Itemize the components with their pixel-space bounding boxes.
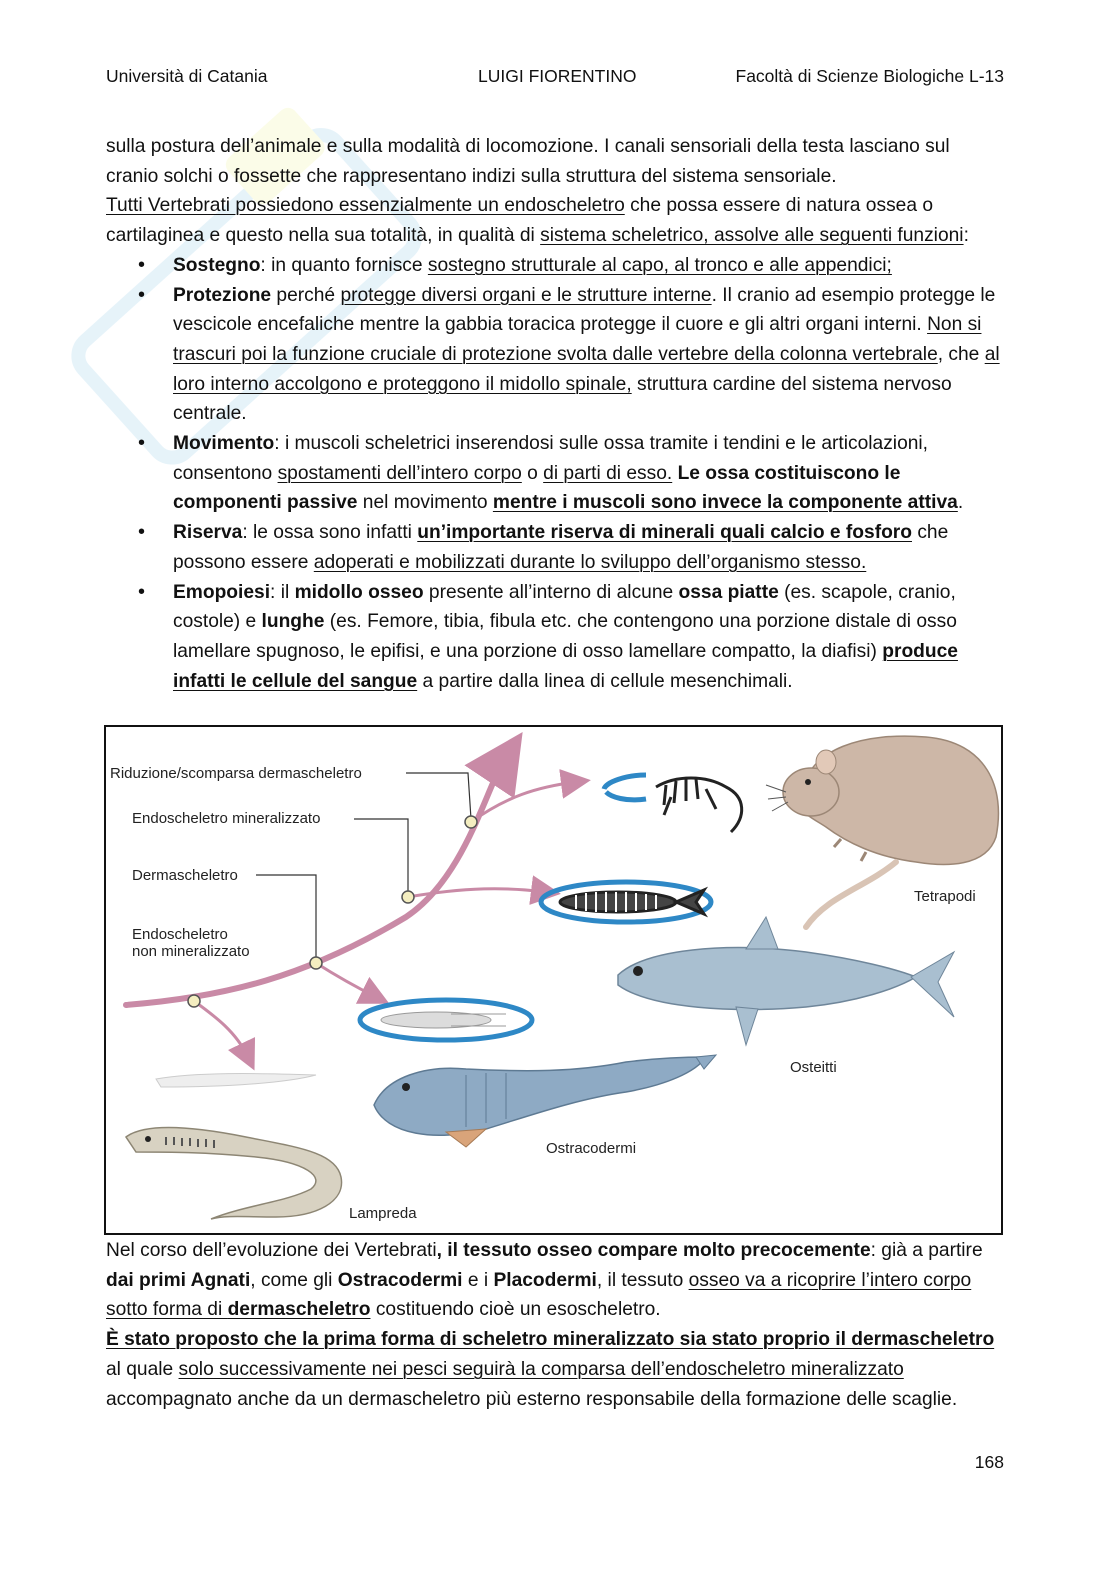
notochord-icon xyxy=(381,1012,506,1028)
larva-illustration xyxy=(156,1074,316,1087)
bold-text: Placodermi xyxy=(493,1269,597,1291)
underline-text: osseo va a ricoprire l’intero corpo sotto forma di xyxy=(106,1269,972,1321)
fish-skeleton-icon xyxy=(560,890,704,914)
label-dermascheletro: Dermascheletro xyxy=(132,867,238,884)
header-author: LUIGI FIORENTINO xyxy=(478,66,637,86)
paragraph-endoskeleton xyxy=(106,191,1004,250)
list-item-emopoiesi xyxy=(106,578,1004,697)
list-item-riserva xyxy=(106,518,1004,577)
bony-fish-illustration xyxy=(618,917,954,1045)
label-riduzione: Riduzione/scomparsa dermascheletro xyxy=(110,765,362,782)
ostracoderm-eye xyxy=(402,1083,410,1091)
label-tetrapodi: Tetrapodi xyxy=(914,888,976,905)
skeleton-evolution-figure xyxy=(104,725,1003,1235)
label-leader-lines xyxy=(256,773,471,959)
text-run: : in quanto fornisce xyxy=(260,254,428,276)
label-lampreda: Lampreda xyxy=(349,1205,417,1222)
phylogeny-branches xyxy=(126,757,576,1057)
label-ostracodermi: Ostracodermi xyxy=(546,1140,637,1157)
text-run: . xyxy=(957,492,964,514)
rodent-eye xyxy=(805,779,811,785)
text-run: (es. scapole, cranio, costole) e xyxy=(173,581,956,633)
text-run: al quale xyxy=(106,1358,179,1380)
text-run: : il xyxy=(270,581,295,603)
node-dermascheletro xyxy=(310,957,322,969)
text-run: che possono essere xyxy=(173,522,949,573)
node-riduzione xyxy=(465,816,477,828)
leader-dermascheletro xyxy=(256,875,316,959)
header-faculty: Facoltà di Scienze Biologiche L-13 xyxy=(735,66,1004,86)
page-header xyxy=(106,66,1004,94)
label-osteitti: Osteitti xyxy=(790,1059,837,1076)
branch-lamprey xyxy=(194,1001,248,1057)
ring xyxy=(604,775,646,800)
rodent-head xyxy=(783,768,839,816)
bold-underline-text: dermascheletro xyxy=(227,1299,371,1321)
node-endo-mineralizzato xyxy=(402,891,414,903)
underline-text: Non si trascuri poi la funzione cruciale di protezione svolta dalle vertebre della colonna vertebrale xyxy=(173,314,982,365)
header-university: Università di Catania xyxy=(106,66,268,86)
paragraph-locomotion: sulla postura dell’animale e sulla modalità di locomozione. I canali sensoriali della testa lasciano sul cranio solchi o fossette che rappresentano indizi sulla struttura del sistema sensoriale. xyxy=(106,136,950,187)
fish-body xyxy=(618,948,916,1010)
bold-text: Le ossa costituiscono le componenti passive xyxy=(173,462,901,514)
text-run: a partire dalla linea di cellule mesenchimali. xyxy=(417,670,793,692)
text-run: o xyxy=(521,462,544,484)
leader-riduzione xyxy=(406,773,471,819)
leader-endo-min xyxy=(354,819,408,895)
ostracoderm-body xyxy=(374,1057,706,1135)
text-run: perché xyxy=(271,284,341,306)
term: Riserva xyxy=(173,522,243,544)
underline-text: adoperati e mobilizzati durante lo sviluppo dell’organismo stesso. xyxy=(313,551,867,573)
ostracoderm-tail xyxy=(696,1055,716,1069)
skeleton-body xyxy=(560,892,676,912)
icon-tetrapod-skeleton xyxy=(604,775,646,800)
text-run: . Il cranio ad esempio protegge le vescicole encefaliche mentre la gabbia toracica protegge il cuore e gli altri organi interni. xyxy=(173,284,996,336)
text-run: presente all’interno di alcune xyxy=(423,581,679,603)
tetrapod-skeleton-icon xyxy=(656,778,742,832)
text-run: Nel corso dell’evoluzione dei Vertebrati xyxy=(106,1240,437,1261)
underline-text: spostamenti dell’intero corpo xyxy=(277,462,522,484)
fish-tail xyxy=(911,952,954,1017)
ostracoderm-fin xyxy=(446,1129,486,1147)
fish-dorsal-fin xyxy=(746,917,778,949)
underline-text: solo successivamente nei pesci seguirà la comparsa dell’endoscheletro mineralizzato xyxy=(178,1358,904,1380)
node-endoscheletro xyxy=(188,995,200,1007)
list-item-protezione xyxy=(106,281,1004,430)
lamprey-body xyxy=(126,1128,342,1219)
functions-list xyxy=(106,251,1004,697)
text-run: nel movimento xyxy=(357,492,493,514)
list-item-sostegno xyxy=(106,251,1004,281)
label-endoscheletro-mineralizzato: Endoscheletro mineralizzato xyxy=(132,810,321,827)
paragraph-bone-tissue xyxy=(106,1236,1004,1325)
underline-text: di parti di esso. xyxy=(543,462,673,484)
text-run: , che xyxy=(937,343,985,365)
body-text-bottom xyxy=(106,1236,1004,1414)
list-item-movimento xyxy=(106,429,1004,518)
underline-text: Tutti Vertebrati possiedono essenzialmente un endoscheletro xyxy=(106,195,625,217)
bold-text: , il tessuto osseo compare molto precocemente xyxy=(436,1240,871,1261)
text-run: : xyxy=(963,225,969,247)
text-run: costituendo cioè un esoscheletro. xyxy=(370,1299,661,1321)
label-endoscheletro: Endoscheletro xyxy=(132,926,228,943)
text-run: : le ossa sono infatti xyxy=(242,522,418,544)
underline-text: protegge diversi organi e le strutture interne xyxy=(340,284,712,306)
text-run: : già a partire xyxy=(870,1240,983,1261)
text-run: accompagnato anche da un dermascheletro più esterno responsabile della formazione delle scaglie. xyxy=(106,1388,958,1410)
phylogeny-nodes xyxy=(188,816,477,1007)
bold-underline-text: mentre i muscoli sono invece la componente attiva xyxy=(492,492,958,514)
text-run: struttura cardine del sistema nervoso centrale. xyxy=(173,373,952,425)
term: Emopoiesi xyxy=(173,581,271,603)
lamprey-eye xyxy=(145,1136,151,1142)
lamprey-illustration xyxy=(126,1128,342,1219)
text-run: , come gli xyxy=(250,1269,338,1291)
bold-text: dai primi Agnati xyxy=(106,1269,251,1291)
fish-belly-fin xyxy=(736,1007,758,1045)
term: Protezione xyxy=(173,284,272,306)
underline-text: sostegno strutturale al capo, al tronco e alle appendici; xyxy=(427,254,892,276)
text-run: , il tessuto xyxy=(596,1269,689,1291)
page-number: 168 xyxy=(974,1452,1004,1472)
bold-text: Ostracodermi xyxy=(337,1269,463,1291)
skeleton-tail xyxy=(676,890,704,914)
underline-text: al loro interno accolgono e proteggono il midollo spinale, xyxy=(173,343,1000,395)
bold-text: lunghe xyxy=(261,611,325,633)
fish-eye xyxy=(633,966,643,976)
bold-underline-text: produce infatti le cellule del sangue xyxy=(173,640,958,692)
rodent-ear xyxy=(816,750,836,774)
limbs xyxy=(664,789,716,815)
bold-underline-text: un’importante riserva di minerali quali calcio e fosforo xyxy=(417,522,912,544)
phylogeny-diagram xyxy=(106,727,1003,1235)
body-text-top xyxy=(106,132,1004,696)
bold-text: midollo osseo xyxy=(294,581,424,603)
paragraph-mineralized-skeleton xyxy=(106,1325,1004,1414)
underline-text: sistema scheletrico, assolve alle seguenti funzioni xyxy=(540,225,964,247)
term: Sostegno xyxy=(173,254,261,276)
text-run: e i xyxy=(462,1269,494,1291)
text-run: che possa essere di natura ossea o cartilaginea e questo nella sua totalità, in qualità di xyxy=(106,195,934,247)
bold-text: ossa piatte xyxy=(678,581,779,603)
branch-ostracoderms xyxy=(316,963,376,997)
term: Movimento xyxy=(173,433,275,455)
rodent-tail xyxy=(806,862,896,927)
label-non-mineralizzato: non mineralizzato xyxy=(132,943,250,960)
text-run: (es. Femore, tibia, fibula etc. che contengono una porzione distale di osso lamellare spugnoso, le epifisi, e una porzione di osso lamellare compatto, la diafisi) xyxy=(173,611,957,662)
bold-underline-text: È stato proposto che la prima forma di scheletro mineralizzato sia stato proprio il dermascheletro xyxy=(106,1329,995,1351)
ostracoderm-illustration xyxy=(374,1055,716,1147)
text-run: : i muscoli scheletrici inserendosi sulle ossa tramite i tendini e le articolazioni, consentono xyxy=(173,433,929,484)
